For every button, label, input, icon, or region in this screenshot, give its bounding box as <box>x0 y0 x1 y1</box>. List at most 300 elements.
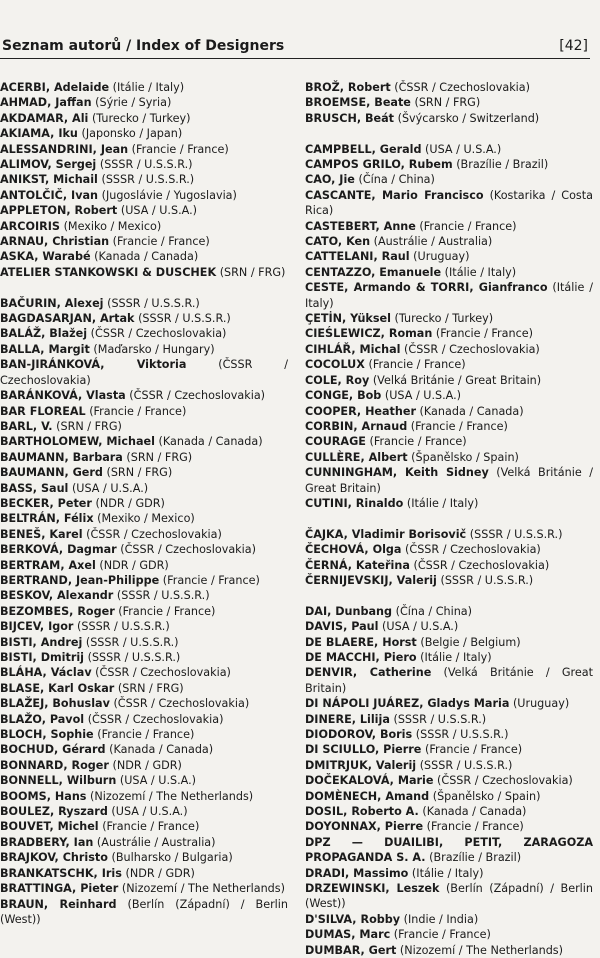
designer-country: (Itálie / Italy) <box>411 866 484 880</box>
designer-surname: BISTI, <box>0 635 37 649</box>
designer-entry <box>305 927 593 942</box>
designer-name <box>0 220 60 233</box>
designer-given-name: Reinhard <box>59 897 117 911</box>
designer-name <box>305 620 378 633</box>
designer-surname: COOPER, <box>305 404 362 418</box>
designer-given-name: Roman <box>388 327 433 341</box>
designer-name <box>305 774 433 787</box>
designer-surname: ANIKST, <box>0 173 50 187</box>
designer-name <box>0 697 110 710</box>
designer-name <box>0 651 84 664</box>
designer-name <box>0 589 113 602</box>
designer-country: (Francie / France) <box>369 435 467 449</box>
designer-name <box>305 466 489 479</box>
designer-entry <box>305 234 593 249</box>
designer-surname: BOUVET, <box>0 820 54 834</box>
designer-name <box>0 820 99 833</box>
designer-entry <box>305 558 593 573</box>
designer-given-name: Leszek <box>396 882 440 896</box>
designer-country: (ČSSR / Czechoslovakia) <box>437 774 573 788</box>
designer-name <box>0 466 103 479</box>
designer-surname: DE BLAERE, <box>305 635 379 649</box>
designer-surname: DUMAS, <box>305 928 356 942</box>
designer-given-name: Jie <box>339 173 355 187</box>
designer-given-name: Viktoria <box>136 358 187 372</box>
designer-given-name: Gerd <box>72 466 103 480</box>
designer-name <box>305 928 390 941</box>
left-column <box>0 80 288 926</box>
designer-surname: CAMPOS GRILO, <box>305 158 405 172</box>
designer-given-name: Kateřina <box>355 558 410 572</box>
designer-surname: BROŽ, <box>305 81 345 94</box>
designer-entry <box>305 111 593 126</box>
designer-name <box>0 882 118 895</box>
designer-country: (Berlín (Západní) / Berlin (West)) <box>305 882 593 911</box>
designer-given-name: Beát <box>365 111 395 125</box>
designer-entry <box>0 481 288 496</box>
designer-given-name: Hans <box>54 789 87 803</box>
designer-entry <box>305 80 593 95</box>
designer-surname: BLOCH, <box>0 728 47 742</box>
designer-given-name: Bohuslav <box>52 697 110 711</box>
designer-surname: BRUSCH, <box>305 111 362 125</box>
designer-surname: CULLÈRE, <box>305 450 365 464</box>
designer-name <box>0 96 92 109</box>
designer-country: (ČSSR / Czechoslovakia) <box>394 81 531 94</box>
designer-country: (SSSR / U.S.S.R.) <box>101 173 195 187</box>
designer-surname: ANTOLČIČ, <box>0 188 68 202</box>
designer-surname: BOCHUD, <box>0 743 59 757</box>
designer-surname: COLE, <box>305 373 342 387</box>
designer-entry <box>0 434 288 449</box>
designer-country: (ČSSR / Czechoslovakia) <box>86 527 222 541</box>
designer-entry <box>305 450 593 465</box>
designer-name <box>0 543 117 556</box>
designer-country: (USA / U.S.A.) <box>384 389 462 403</box>
designer-entry <box>0 357 288 388</box>
designer-entry <box>0 511 288 526</box>
designer-given-name: Yüksel <box>350 312 391 326</box>
designer-name <box>0 327 87 340</box>
designer-entry <box>0 311 288 326</box>
designer-country: (Francie / France) <box>368 358 466 372</box>
designer-surname: BLÁHA, <box>0 666 47 680</box>
designer-name <box>305 143 421 156</box>
designer-country: (Brazílie / Brazil) <box>456 158 549 172</box>
designer-entry <box>0 588 288 603</box>
designer-surname: BAR FLOREAL <box>0 404 86 418</box>
designer-name <box>305 189 484 202</box>
designer-name <box>305 173 355 186</box>
designer-entry <box>0 203 288 218</box>
designer-surname: ACERBI, <box>0 81 51 94</box>
designer-surname: CESTE, <box>305 281 349 295</box>
designer-surname: ČECHOVÁ, <box>305 543 369 557</box>
designer-entry <box>305 434 593 449</box>
designer-entry <box>305 219 593 234</box>
designer-surname: AHMAD, <box>0 96 52 110</box>
designer-entry <box>0 665 288 680</box>
designer-entry <box>0 619 288 634</box>
designer-country: (SSSR / U.S.S.R.) <box>415 728 509 742</box>
designer-name <box>305 389 381 402</box>
designer-country: (ČSSR / Czechoslovakia) <box>113 697 250 711</box>
designer-name <box>0 605 115 618</box>
designer-country: (Itálie / Italy) <box>112 81 185 94</box>
designer-surname: APPLETON, <box>0 204 71 218</box>
designer-surname: BAUMANN, <box>0 466 69 480</box>
designer-name <box>305 420 407 433</box>
designer-given-name: Robert <box>74 204 118 218</box>
designer-given-name: Emanuele <box>379 265 442 279</box>
designer-country: (ČSSR / Czechoslovakia) <box>404 342 540 356</box>
designer-entry <box>0 789 288 804</box>
designer-given-name: Bob <box>357 389 382 403</box>
designer-country: (Francie / France) <box>426 820 524 834</box>
designer-entry <box>305 95 593 110</box>
designer-country: (Francie / France) <box>435 327 533 341</box>
designer-entry <box>305 573 593 588</box>
designer-entry <box>305 665 593 696</box>
designer-given-name: Václav <box>50 666 92 680</box>
designer-given-name: Saul <box>40 481 69 495</box>
designer-entry <box>305 280 593 311</box>
designer-surname: BARÁNKOVÁ, <box>0 389 83 403</box>
designer-surname: BRATTINGA, <box>0 882 77 896</box>
designer-given-name: Raul <box>381 250 410 264</box>
designer-given-name: Félix <box>63 512 94 526</box>
designer-surname: ÇETİN, <box>305 312 347 326</box>
designer-surname: DOYONNAX, <box>305 820 381 834</box>
designer-name <box>0 235 109 248</box>
designer-entry <box>0 188 288 203</box>
designer-entry <box>0 496 288 511</box>
designer-given-name: Arnaud <box>361 419 408 433</box>
designer-given-name: Albert <box>368 450 408 464</box>
designer-given-name: Vlasta <box>86 389 126 403</box>
designer-entry <box>0 542 288 557</box>
designer-entry <box>0 835 288 850</box>
designer-entry <box>0 866 288 881</box>
designer-surname: CIEŚLEWICZ, <box>305 327 385 341</box>
designer-country: (Bulharsko / Bulgaria) <box>111 851 233 865</box>
designer-given-name: Valerij <box>396 573 437 587</box>
designer-surname: ČAJKA, <box>305 527 348 541</box>
designer-entry <box>0 296 288 311</box>
designer-given-name: Blažej <box>49 327 88 341</box>
designer-name <box>305 96 411 109</box>
designer-surname: DRADI, <box>305 866 350 880</box>
designer-given-name: Christo <box>62 851 108 865</box>
designer-surname: ASKA, <box>0 250 39 264</box>
designer-surname: DINERE, <box>305 712 356 726</box>
designer-entry <box>305 712 593 727</box>
designer-name <box>305 759 416 772</box>
right-column <box>305 80 594 957</box>
designer-entry <box>305 819 593 834</box>
designer-country: (Francie / France) <box>131 142 229 156</box>
designer-surname: AKDAMAR, <box>0 111 69 125</box>
designer-country: (Itálie / Italy) <box>305 281 593 310</box>
designer-name <box>0 343 90 356</box>
designer-entry <box>305 804 593 819</box>
designer-surname: DE MACCHI, <box>305 650 380 664</box>
designer-surname: ČERNÁ, <box>305 558 352 572</box>
designer-country: (SSSR / U.S.S.R.) <box>77 620 170 634</box>
designer-country: (SRN / FRG) <box>106 466 173 480</box>
designer-country: (SRN / FRG) <box>117 681 184 695</box>
designer-country: (Nizozemí / The Netherlands) <box>399 943 564 957</box>
designer-country: (SSSR / U.S.S.R.) <box>99 158 193 172</box>
designer-given-name: Karel <box>49 527 83 541</box>
designer-entry <box>305 373 593 388</box>
designer-entry <box>305 881 593 912</box>
designer-name <box>0 405 86 418</box>
designer-name <box>0 666 92 679</box>
designer-surname: BERTRAND, <box>0 573 73 587</box>
designer-entry <box>0 773 288 788</box>
designer-given-name: Paul <box>351 620 379 634</box>
designer-entry <box>0 249 288 264</box>
designer-entry <box>0 696 288 711</box>
designer-surname: ARNAU, <box>0 235 49 249</box>
designer-surname: DOSIL, <box>305 805 348 819</box>
designer-entry <box>0 388 288 403</box>
designer-given-name: Andrej <box>40 635 83 649</box>
designer-country: (Uruguay) <box>413 250 470 264</box>
letter-gap <box>305 588 593 603</box>
designer-given-name: Igor <box>48 620 74 634</box>
designer-name <box>305 220 416 233</box>
designer-name <box>305 867 408 880</box>
designer-country: (Španělsko / Spain) <box>432 789 541 803</box>
designer-given-name: Peter <box>57 496 92 510</box>
designer-surname: BALLA, <box>0 342 45 356</box>
designer-entry <box>305 249 593 264</box>
designer-entry <box>305 696 593 711</box>
designer-surname: BENEŠ, <box>0 527 46 541</box>
designer-given-name: Catherine <box>369 666 432 680</box>
designer-given-name: Keith Sidney <box>404 466 489 480</box>
designer-given-name: Roger <box>77 604 115 618</box>
designer-name <box>0 728 94 741</box>
designer-entry <box>305 727 593 742</box>
designer-name <box>0 389 126 402</box>
designer-given-name: Warabé <box>42 250 91 264</box>
designer-surname: CASTEBERT, <box>305 219 380 233</box>
designer-entry <box>0 804 288 819</box>
designer-country: (ČSSR / Czechoslovakia) <box>0 358 288 387</box>
designer-surname: CONGE, <box>305 389 354 403</box>
designer-surname: BLAŽO, <box>0 712 46 726</box>
designer-country: (ČSSR / Czechoslovakia) <box>405 543 541 557</box>
designer-surname: CATTELANI, <box>305 250 378 264</box>
designer-entry <box>0 450 288 465</box>
designer-entry <box>305 835 593 866</box>
designer-surname: BONNARD, <box>0 758 68 772</box>
designer-name <box>305 728 412 741</box>
designer-entry <box>305 188 593 219</box>
designer-entry <box>305 650 593 665</box>
designer-country: (SSSR / U.S.S.R.) <box>393 712 487 726</box>
designer-country: (Itálie / Italy) <box>420 650 492 664</box>
designer-given-name: Anne <box>383 219 416 233</box>
designer-entry <box>0 234 288 249</box>
designer-name <box>0 297 104 310</box>
designer-country: (Nizozemí / The Netherlands) <box>90 789 254 803</box>
designer-country: (NDR / GDR) <box>99 558 169 572</box>
designer-name <box>305 913 400 926</box>
designer-country: (USA / U.S.A.) <box>71 481 149 495</box>
designer-surname: BAUMANN, <box>0 450 69 464</box>
designer-country: (Jugoslávie / Yugoslavia) <box>101 188 237 202</box>
designer-entry <box>0 419 288 434</box>
designer-country: (SSSR / U.S.S.R.) <box>469 527 563 541</box>
designer-entry <box>0 80 288 95</box>
designer-surname: BONNELL, <box>0 774 63 788</box>
designer-given-name: Roberto A. <box>351 805 419 819</box>
designer-name <box>0 836 93 849</box>
designer-entry <box>0 219 288 234</box>
designer-name <box>305 743 421 756</box>
designer-name <box>305 81 391 94</box>
designer-entry <box>305 866 593 881</box>
designer-name <box>305 158 453 171</box>
designer-name <box>0 574 159 587</box>
designer-given-name: Pierre <box>383 743 422 757</box>
designer-name <box>305 312 391 325</box>
designer-country: (Čína / China) <box>395 604 473 618</box>
designer-name <box>0 898 117 911</box>
designer-surname: DMITRJUK, <box>305 758 372 772</box>
designer-given-name: Jaffan <box>55 96 92 110</box>
designer-given-name: Marc <box>359 928 391 942</box>
designer-entry <box>305 326 593 341</box>
designer-entry <box>305 496 593 511</box>
designer-entry <box>0 604 288 619</box>
designer-surname: BISTI, <box>0 651 37 665</box>
designer-country: (Francie / France) <box>118 604 216 618</box>
designer-country: (Velká Británie / Great Britain) <box>372 373 542 387</box>
designer-name <box>0 790 86 803</box>
index-title: Seznam autorů / Index of Designers <box>2 38 285 54</box>
designer-given-name: Michael <box>106 435 155 449</box>
designer-given-name: Axel <box>68 558 96 572</box>
designer-given-name: Sophie <box>50 728 94 742</box>
designer-name <box>0 158 96 171</box>
designer-name <box>0 512 94 525</box>
designer-country: (Itálie / Italy) <box>406 496 479 510</box>
designer-surname: DENVIR, <box>305 666 358 680</box>
designer-country: (Uruguay) <box>512 697 570 711</box>
designer-name <box>0 620 73 633</box>
designer-country: (USA / U.S.A.) <box>111 805 188 819</box>
designer-entry <box>305 388 593 403</box>
designer-entry <box>305 419 593 434</box>
designer-country: (USA / U.S.A.) <box>119 774 197 788</box>
designer-given-name: Michel <box>57 820 99 834</box>
designer-given-name: Armando & TORRI, Gianfranco <box>353 281 548 295</box>
designer-country: (Mexiko / Mexico) <box>97 512 195 526</box>
designer-name <box>0 759 109 772</box>
designer-surname: DAVIS, <box>305 620 348 634</box>
designer-country: (NDR / GDR) <box>112 758 182 772</box>
designer-name <box>0 127 78 140</box>
designer-name <box>305 882 439 895</box>
designer-given-name: Heather <box>365 404 416 418</box>
designer-entry <box>0 681 288 696</box>
designer-surname: COCOLUX <box>305 358 365 372</box>
designer-entry <box>0 342 288 357</box>
designer-given-name: Horst <box>382 635 417 649</box>
designer-entry <box>305 465 593 496</box>
designer-surname: BESKOV, <box>0 589 54 603</box>
designer-given-name: Roy <box>345 373 370 387</box>
designer-given-name: Barbara <box>72 450 123 464</box>
designer-surname: DI NÁPOLI JUÁREZ, <box>305 697 424 711</box>
designer-given-name: Alexandr <box>56 589 114 603</box>
designer-given-name: Vladimir Borisovič <box>351 527 467 541</box>
designer-entry <box>305 742 593 757</box>
designer-entry <box>0 712 288 727</box>
designer-country: (Francie / France) <box>410 419 508 433</box>
designer-name <box>0 774 116 787</box>
designer-name <box>0 112 88 125</box>
designer-entry <box>0 573 288 588</box>
designer-country: (ČSSR / Czechoslovakia) <box>413 558 550 572</box>
designer-given-name: V. <box>41 419 53 433</box>
designer-given-name: Michal <box>359 342 401 356</box>
designer-name <box>305 574 437 587</box>
designer-name <box>0 312 135 325</box>
designer-surname: ČERNIJEVSKIJ, <box>305 573 393 587</box>
designer-entry <box>0 404 288 419</box>
designer-surname: BELTRÁN, <box>0 512 60 526</box>
designer-surname: BRADBERY, <box>0 835 70 849</box>
designer-entry <box>0 157 288 172</box>
designer-given-name: Adelaide <box>53 81 110 94</box>
designer-surname: BERKOVÁ, <box>0 543 64 557</box>
letter-gap <box>305 126 593 141</box>
designer-given-name: Ali <box>72 111 89 125</box>
designer-name <box>305 435 366 448</box>
designer-surname: CUTINI, <box>305 496 352 510</box>
designer-entry <box>305 527 593 542</box>
designer-surname: BIJCEV, <box>0 620 45 634</box>
designer-surname: BECKER, <box>0 496 54 510</box>
designer-name <box>305 697 509 710</box>
designer-name <box>305 790 429 803</box>
designer-country: (Velká Británie / Great Britain) <box>305 466 593 495</box>
designer-country: (NDR / GDR) <box>95 496 165 510</box>
designer-surname: BALÁŽ, <box>0 327 46 341</box>
designer-entry <box>305 157 593 172</box>
designer-given-name: Iris <box>101 866 122 880</box>
designer-name <box>0 851 108 864</box>
page-number: [42] <box>559 38 588 54</box>
designer-country: (USA / U.S.A.) <box>382 620 459 634</box>
designer-given-name: Margit <box>48 342 90 356</box>
designer-surname: CATO, <box>305 235 343 249</box>
designer-given-name: Gerald <box>379 142 422 156</box>
designer-surname: BRAUN, <box>0 897 49 911</box>
designer-surname: BOOMS, <box>0 789 51 803</box>
designer-given-name: Dunbang <box>335 604 393 618</box>
designer-surname: CAO, <box>305 173 336 187</box>
designer-country: (SRN / FRG) <box>126 450 193 464</box>
index-header <box>0 38 600 58</box>
designer-surname: ALESSANDRINI, <box>0 142 97 156</box>
